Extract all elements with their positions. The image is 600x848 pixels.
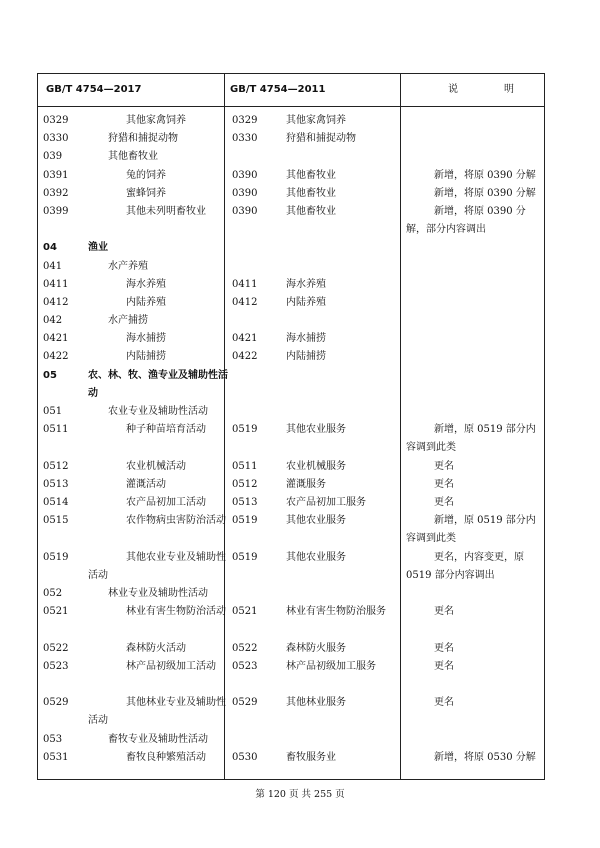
code-2011: 0421 (232, 333, 258, 345)
code-2011: 0412 (232, 296, 258, 308)
category-name-2011: 狩猎和捕捉动物 (286, 133, 356, 145)
category-name-2017: 海水养殖 (126, 278, 166, 290)
table-body (38, 112, 544, 767)
table-row (38, 112, 544, 130)
table-row (38, 585, 544, 603)
category-name-2011: 其他畜牧业 (286, 205, 336, 217)
code-2017: 0521 (43, 606, 69, 618)
code-2017: 0392 (43, 187, 69, 199)
category-name-2011: 其他林业服务 (286, 697, 346, 709)
category-name-2017: 畜牧专业及辅助性活动 (108, 733, 208, 745)
note-text: 新增，将原 0530 分解 (434, 751, 536, 763)
category-name-2017: 其他未列明畜牧业 (126, 205, 206, 217)
code-2011: 0519 (232, 424, 258, 436)
header-note: 说 明 (448, 84, 532, 95)
code-2017: 0391 (43, 169, 69, 181)
table-row (38, 203, 544, 239)
code-2017: 0399 (43, 205, 69, 217)
code-2011: 0522 (232, 642, 258, 654)
correspondence-table (37, 73, 545, 780)
category-name-2017: 蜜蜂饲养 (126, 187, 166, 199)
table-row (38, 749, 544, 767)
code-2017: 0519 (43, 551, 69, 563)
code-2011: 0330 (232, 133, 258, 145)
category-name-2011: 林业有害生物防治服务 (286, 606, 386, 618)
category-name-2011: 畜牧服务业 (286, 751, 336, 763)
code-2017: 053 (43, 733, 63, 745)
category-name-2017: 农、林、牧、渔专业及辅助性活动 (88, 369, 228, 399)
category-name-2011: 内陆养殖 (286, 296, 326, 308)
page-footer: 第 120 页 共 255 页 (255, 789, 345, 800)
note-text: 更名 (434, 697, 454, 709)
note-text: 新增，将原 0390 分解，部分内容调出 (406, 205, 526, 236)
code-2017: 039 (43, 151, 63, 163)
category-name-2017: 林产品初级加工活动 (126, 660, 216, 672)
header-divider (38, 106, 544, 107)
code-2011: 0329 (232, 115, 258, 126)
category-name-2011: 其他农业服务 (286, 551, 346, 563)
category-name-2017: 其他畜牧业 (108, 151, 158, 163)
note-text: 更名 (434, 496, 454, 508)
code-2011: 0523 (232, 660, 258, 672)
header-gbt-2017: GB/T 4754—2017 (46, 84, 142, 95)
category-name-2017: 狩猎和捕捉动物 (108, 133, 178, 145)
code-2017: 04 (43, 242, 57, 254)
table-row (38, 421, 544, 457)
code-2017: 05 (43, 369, 57, 381)
category-name-2011: 其他畜牧业 (286, 169, 336, 181)
note-text: 新增，将原 0390 分解 (434, 187, 536, 199)
code-2011: 0422 (232, 351, 258, 363)
table-row (38, 185, 544, 203)
code-2011: 0529 (232, 697, 258, 709)
category-name-2011: 内陆捕捞 (286, 351, 326, 363)
category-name-2017: 畜牧良种繁殖活动 (126, 751, 206, 763)
code-2017: 052 (43, 587, 63, 599)
header-gbt-2011: GB/T 4754—2011 (230, 84, 326, 95)
category-name-2017: 内陆养殖 (126, 296, 166, 308)
table-row (38, 276, 544, 294)
category-name-2017: 林业有害生物防治活动 (126, 606, 226, 618)
table-row (38, 494, 544, 512)
note-text: 新增，原 0519 部分内容调到此类 (406, 424, 536, 454)
code-2017: 0421 (43, 333, 69, 345)
code-2017: 0513 (43, 478, 69, 490)
code-2011: 0513 (232, 496, 258, 508)
table-row (38, 694, 544, 730)
table-row (38, 348, 544, 366)
category-name-2011: 其他农业服务 (286, 424, 346, 436)
code-2017: 0329 (43, 115, 69, 126)
code-2011: 0390 (232, 205, 258, 217)
category-name-2011: 灌溉服务 (286, 478, 326, 490)
code-2017: 051 (43, 406, 63, 418)
category-name-2011: 海水捕捞 (286, 333, 326, 345)
code-2017: 0412 (43, 296, 69, 308)
table-row (38, 148, 544, 166)
category-name-2011: 其他畜牧业 (286, 187, 336, 199)
note-text: 更名 (434, 606, 454, 618)
table-row (38, 130, 544, 148)
table-row (38, 258, 544, 276)
code-2011: 0390 (232, 187, 258, 199)
table-row (38, 367, 544, 403)
category-name-2011: 农业机械服务 (286, 460, 346, 472)
category-name-2017: 森林防火活动 (126, 642, 186, 654)
code-2011: 0519 (232, 515, 258, 527)
code-2017: 0514 (43, 496, 69, 508)
table-row (38, 476, 544, 494)
table-row (38, 549, 544, 585)
category-name-2017: 水产养殖 (108, 260, 148, 272)
category-name-2017: 其他林业专业及辅助性活动 (88, 697, 226, 727)
category-name-2017: 内陆捕捞 (126, 351, 166, 363)
code-2011: 0390 (232, 169, 258, 181)
category-name-2017: 农业机械活动 (126, 460, 186, 472)
code-2017: 0511 (43, 424, 69, 436)
note-text: 更名 (434, 660, 454, 672)
table-row (38, 658, 544, 694)
table-row (38, 458, 544, 476)
code-2017: 0522 (43, 642, 69, 654)
code-2017: 0523 (43, 660, 69, 672)
table-row (38, 330, 544, 348)
category-name-2017: 农产品初加工活动 (126, 496, 206, 508)
category-name-2017: 种子种苗培育活动 (126, 424, 206, 436)
note-text: 更名，内容变更，原 0519 部分内容调出 (406, 551, 524, 581)
note-text: 新增，将原 0390 分解 (434, 169, 536, 181)
category-name-2011: 森林防火服务 (286, 642, 346, 654)
category-name-2011: 其他家禽饲养 (286, 115, 346, 126)
table-row (38, 603, 544, 639)
code-2017: 0512 (43, 460, 69, 472)
table-row (38, 239, 544, 257)
code-2017: 0515 (43, 515, 69, 527)
code-2017: 0411 (43, 278, 69, 290)
note-text: 更名 (434, 460, 454, 472)
code-2017: 042 (43, 315, 63, 327)
code-2011: 0511 (232, 460, 258, 472)
category-name-2017: 渔业 (88, 242, 108, 254)
table-row (38, 640, 544, 658)
note-text: 更名 (434, 478, 454, 490)
category-name-2017: 兔的饲养 (126, 169, 166, 181)
table-row (38, 167, 544, 185)
code-2017: 0330 (43, 133, 69, 145)
code-2011: 0519 (232, 551, 258, 563)
note-text: 新增，原 0519 部分内容调到此类 (406, 515, 536, 545)
category-name-2017: 其他家禽饲养 (126, 115, 186, 126)
code-2017: 0531 (43, 751, 69, 763)
table-row (38, 294, 544, 312)
code-2011: 0411 (232, 278, 258, 290)
code-2017: 0529 (43, 697, 69, 709)
category-name-2017: 灌溉活动 (126, 478, 166, 490)
table-row (38, 731, 544, 749)
category-name-2017: 海水捕捞 (126, 333, 166, 345)
category-name-2017: 农作物病虫害防治活动 (126, 515, 226, 527)
code-2011: 0512 (232, 478, 258, 490)
category-name-2011: 林产品初级加工服务 (286, 660, 376, 672)
table-row (38, 403, 544, 421)
category-name-2011: 海水养殖 (286, 278, 326, 290)
table-row (38, 312, 544, 330)
category-name-2011: 农产品初加工服务 (286, 496, 366, 508)
category-name-2017: 农业专业及辅助性活动 (108, 406, 208, 418)
code-2011: 0521 (232, 606, 258, 618)
code-2011: 0530 (232, 751, 258, 763)
category-name-2011: 其他农业服务 (286, 515, 346, 527)
table-row (38, 512, 544, 548)
note-text: 更名 (434, 642, 454, 654)
category-name-2017: 水产捕捞 (108, 315, 148, 327)
code-2017: 0422 (43, 351, 69, 363)
category-name-2017: 其他农业专业及辅助性活动 (88, 551, 226, 581)
category-name-2017: 林业专业及辅助性活动 (108, 587, 208, 599)
code-2017: 041 (43, 260, 63, 272)
